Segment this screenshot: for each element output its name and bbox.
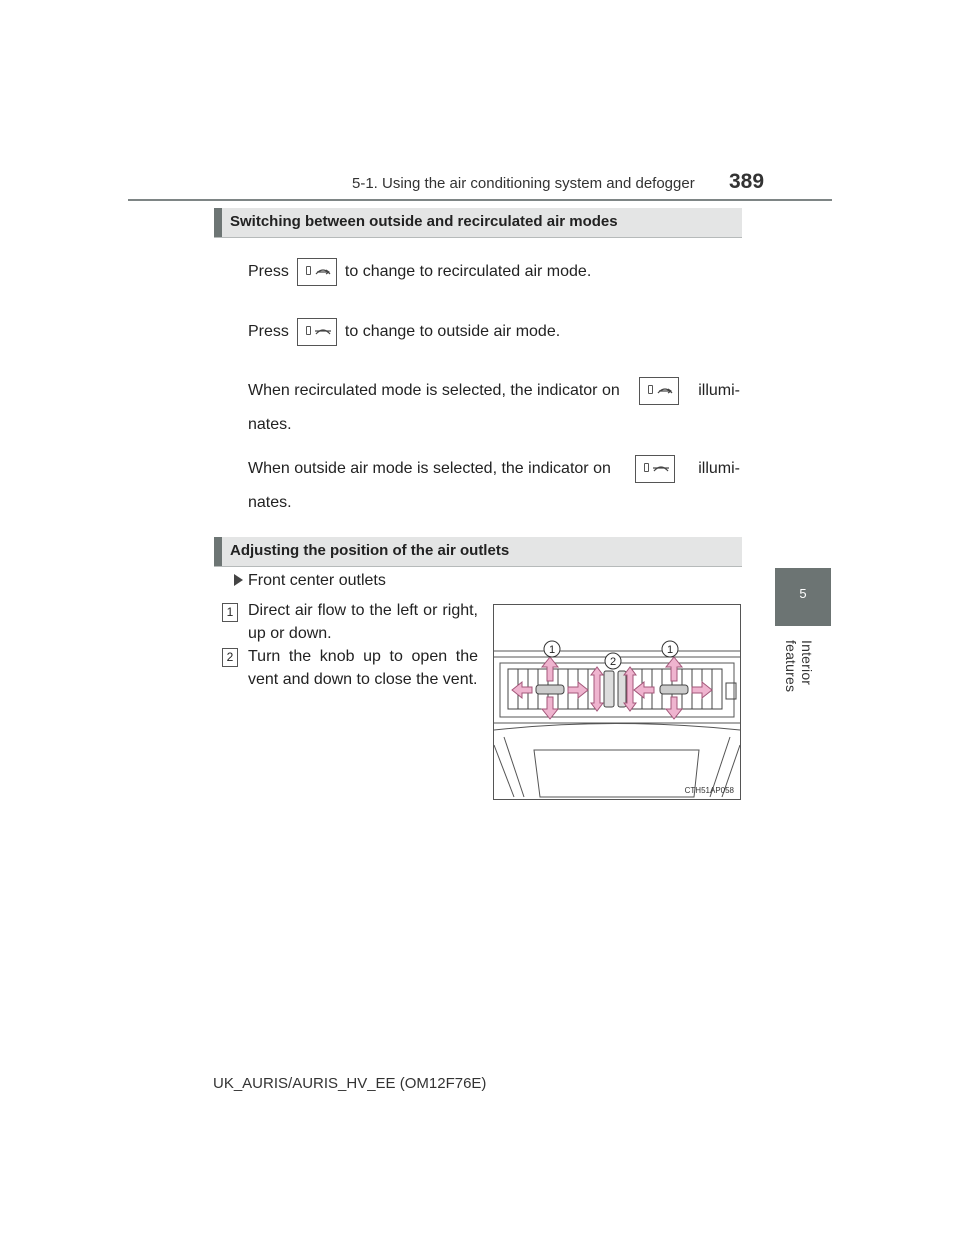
figure-callout-1-right: 1 [666, 644, 674, 656]
item-number-2: 2 [222, 648, 238, 667]
chapter-number: 5 [799, 586, 807, 601]
section-heading-bar [214, 537, 222, 566]
paragraph-text: illumi- [698, 382, 740, 399]
paragraph-text: illumi- [698, 460, 740, 477]
instruction-recirculated [248, 258, 591, 286]
chapter-tab [775, 568, 831, 626]
header-rule [128, 199, 832, 201]
bullet-front-center-outlets: Front center outlets [248, 572, 386, 589]
section-heading-text: Adjusting the position of the air outlets [230, 542, 510, 559]
outside-air-button-icon [297, 318, 337, 346]
section-heading-air-modes [214, 208, 742, 238]
footer-document-id: UK_AURIS/AURIS_HV_EE (OM12F76E) [213, 1075, 487, 1092]
press-label: Press [248, 263, 289, 281]
air-outlets-illustration [494, 605, 740, 799]
air-outlets-figure [493, 604, 741, 800]
header-title: 5-1. Using the air conditioning system and defogger [352, 175, 695, 192]
paragraph-outside-indicator [248, 454, 740, 513]
figure-callout-1-left: 1 [548, 644, 556, 656]
item-text-2: Turn the knob up to open the vent and down to close the vent. [248, 648, 478, 688]
figure-caption: CTH51AP058 [684, 786, 734, 795]
paragraph-recirculated-indicator [248, 376, 740, 435]
paragraph-text: When outside air mode is selected, the indicator on [248, 460, 611, 477]
press-label: Press [248, 323, 289, 341]
recirculated-air-button-icon [639, 377, 679, 405]
section-heading-air-outlets [214, 537, 742, 567]
outside-air-button-icon [635, 455, 675, 483]
bullet-triangle-icon [234, 574, 243, 586]
instruction-text: to change to outside air mode. [344, 323, 561, 341]
paragraph-text: When recirculated mode is selected, the indicator on [248, 382, 620, 399]
instruction-text: to change to recirculated air mode. [344, 263, 592, 281]
paragraph-text: nates. [248, 416, 292, 433]
paragraph-text: nates. [248, 494, 292, 511]
instruction-outside [248, 318, 560, 346]
recirculated-air-button-icon [297, 258, 337, 286]
page-number: 389 [729, 170, 765, 193]
item-text-1: Direct air flow to the left or right, up or down. [248, 602, 478, 642]
figure-callout-2: 2 [609, 656, 617, 668]
item-number-1: 1 [222, 603, 238, 622]
section-heading-bar [214, 208, 222, 237]
chapter-label: Interior features [783, 640, 815, 693]
section-heading-text: Switching between outside and recirculated air modes [230, 213, 618, 230]
